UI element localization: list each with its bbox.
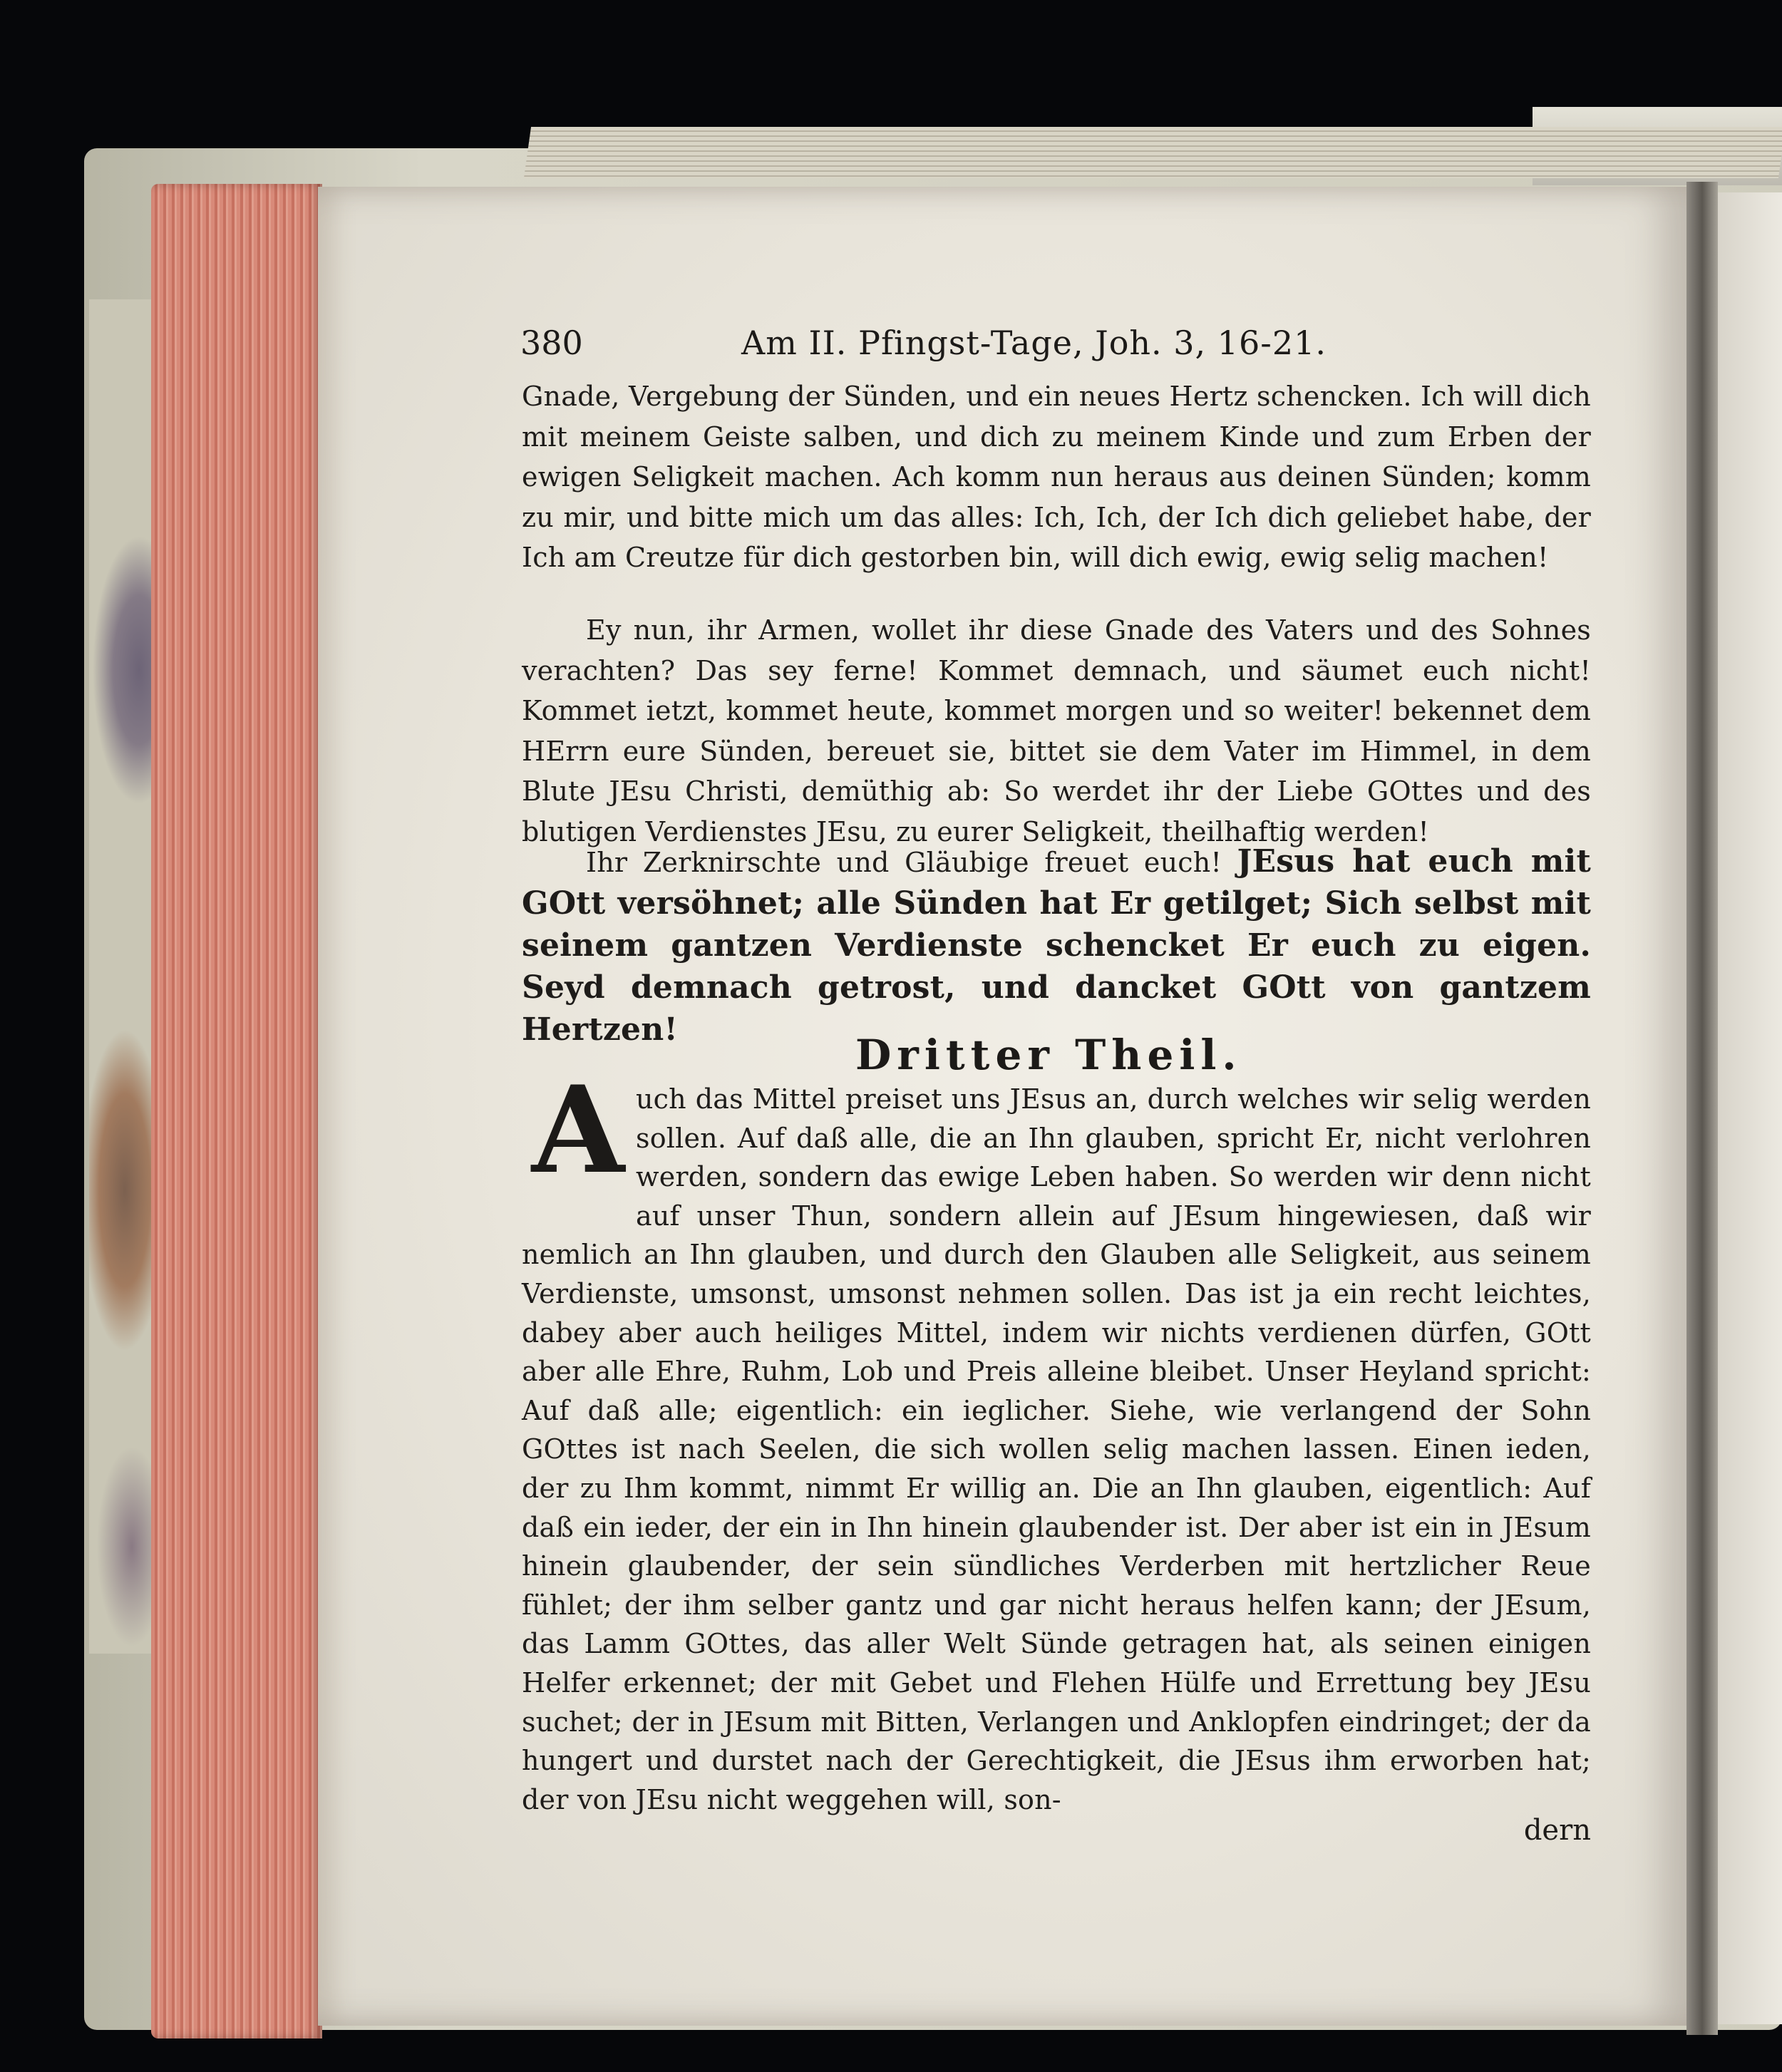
paragraph-1 [522, 376, 1591, 604]
section-heading: Dritter Theil. [855, 1031, 1242, 1079]
paragraph-3 [522, 841, 1591, 1048]
section-text [522, 1080, 1591, 1814]
initial-spacer [522, 1080, 636, 1197]
red-page-edges [151, 184, 322, 2039]
paragraph-3-lead: Ihr Zerknirschte und Gläubige freuet euch! [586, 847, 1222, 878]
decorated-initial: A [531, 1059, 625, 1200]
book-gutter [1686, 182, 1718, 2035]
paragraph-2-text: Ey nun, ihr Armen, wollet ihr diese Gnade des Vaters und des Sohnes verachten? Das sey ferne! Kommet demnach, und säumet euch nicht! Kommet ietzt, kommet heute, kommet morgen und so weiter! bekennet dem HErrn eure Sünden, bereuet sie, bittet sie dem Vater im Himmel, in dem Blute JEsu Christi, demüthig ab: So werdet ihr der Liebe GOttes und des blutigen Verdienstes JEsu, zu eurer Seligkeit, theilhaftig werden! [522, 614, 1591, 847]
section-body: uch das Mittel preiset uns JEsus an, durch welches wir selig werden sollen. Auf daß alle, die an Ihn glauben, spricht Er, nicht verlohren werden, sondern das ewige Leben haben. So werden wir denn nicht auf unser Thun, sondern allein auf JEsum hingewiesen, daß wir nemlich an Ihn glauben, und durch den Glauben alle Seligkeit, aus seinem Verdienste, umsonst, umsonst nehmen sollen. Das ist ja ein recht leichtes, dabey aber auch heiliges Mittel, indem wir nichts verdienen dürfen, GOtt aber alle Ehre, Ruhm, Lob und Preis alleine bleibet. Unser Heyland spricht: Auf daß alle; eigentlich: ein ieglicher. Siehe, wie verlangend der Sohn GOttes ist nach Seelen, die sich wollen selig machen lassen. Einen ieden, der zu Ihm kommt, nimmt Er willig an. Die an Ihn glauben, eigentlich: Auf daß ein ieder, der ein in Ihn hinein glaubender ist. Der aber ist ein in JEsum hinein glaubender, der sein sündliches Verderben mit hertzlicher Reue fühlet; der ihm selber gantz und gar nicht heraus helfen kann; der JEsum, das Lamm GOttes, das aller Welt Sünde getragen hat, als seinen einigen Helfer erkennet; der mit Gebet und Flehen Hülfe und Errettung bey JEsu suchet; der in JEsum mit Bitten, Verlangen und Anklopfen eindringet; der da hungert und durstet nach der Gerechtigkeit, die JEsus ihm erworben hat; der von JEsu nicht weggehen will, son- [522, 1083, 1591, 1815]
paragraph-1-text: Gnade, Vergebung der Sünden, und ein neues Hertz schencken. Ich will dich mit meinem Geiste salben, und dich zu meinem Kinde und zum Erben der ewigen Seligkeit machen. Ach komm nun heraus aus deinen Sünden; komm zu mir, und bitte mich um das alles: Ich, Ich, der Ich dich geliebet habe, der Ich am Creutze für dich gestorben bin, will dich ewig, ewig selig machen! [522, 381, 1591, 573]
page-stack-top-edge [524, 127, 1782, 178]
page-header [520, 319, 1590, 366]
running-head: Am II. Pfingst-Tage, Joh. 3, 16-21. [741, 324, 1327, 362]
facing-page-edge [1718, 192, 1782, 2024]
paragraph-2 [522, 610, 1591, 845]
catchword: dern [1523, 1814, 1591, 1847]
page-number: 380 [520, 324, 583, 362]
paragraph-3-emphasis: JEsus hat euch mit GOtt versöhnet; alle Sünden hat Er getilget; Sich selbst mit seinem gantzen Verdienste schencket Er euch zu eigen. Seyd demnach getrost, und dancket GOtt von gantzem Hertzen! [522, 843, 1591, 1048]
